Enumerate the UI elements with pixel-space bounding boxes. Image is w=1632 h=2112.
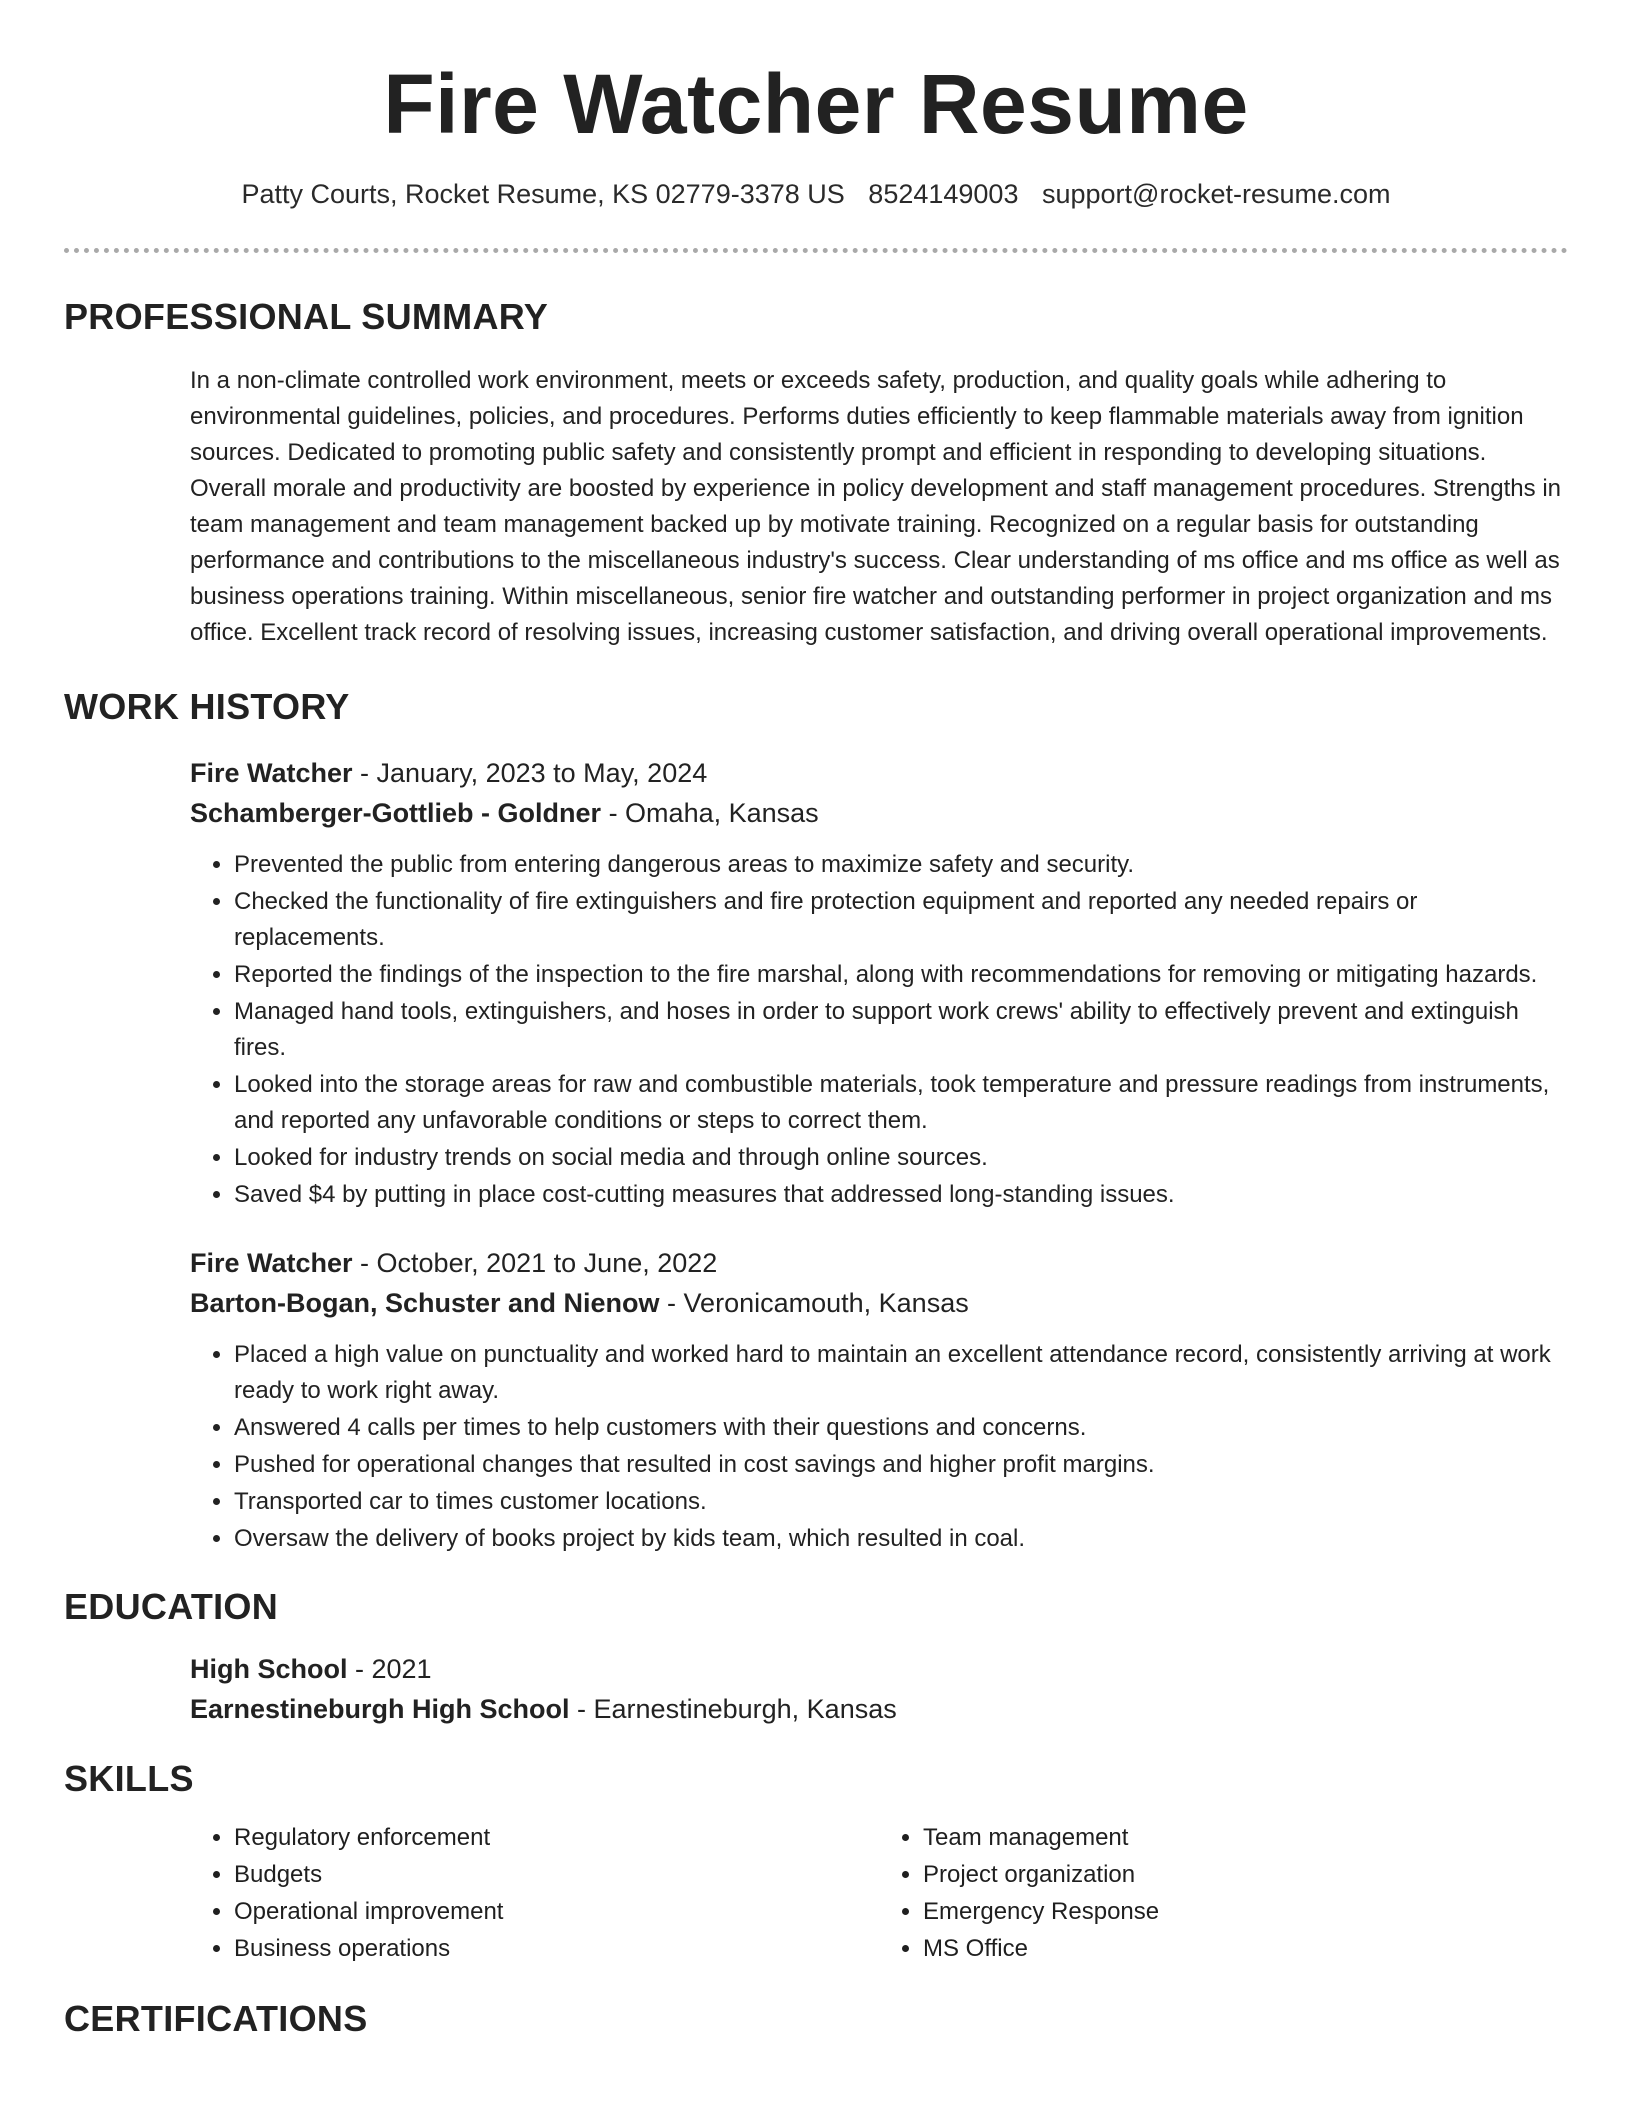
job-title-line — [190, 753, 1568, 793]
section-heading-education: EDUCATION — [64, 1586, 279, 1627]
job-title: Fire Watcher — [190, 758, 353, 788]
education-school-line — [190, 1689, 1568, 1729]
education-degree: High School — [190, 1654, 348, 1684]
list-item: • Team management — [923, 1819, 1568, 1856]
list-item: • Regulatory enforcement — [234, 1819, 879, 1856]
job-dates: - January, 2023 to May, 2024 — [352, 758, 708, 788]
job-bullets — [190, 847, 1568, 1213]
contact-address: Patty Courts, Rocket Resume, KS 02779-3378 US — [241, 179, 845, 209]
section-heading-skills: SKILLS — [64, 1758, 194, 1799]
job-location: - Veronicamouth, Kansas — [659, 1288, 969, 1318]
list-item: • Looked into the storage areas for raw and combustible materials, took temperature and pressure readings from instruments, and reported any unfavorable conditions or steps to correct them. — [234, 1067, 1568, 1139]
job-company-line — [190, 1283, 1568, 1323]
contact-line — [64, 156, 1568, 212]
list-item: • Reported the findings of the inspection to the fire marshal, along with recommendations for removing or mitigating hazards. — [234, 957, 1568, 993]
list-item: • Transported car to times customer locations. — [234, 1484, 1568, 1520]
list-item: • Looked for industry trends on social media and through online sources. — [234, 1140, 1568, 1176]
job-title: Fire Watcher — [190, 1248, 353, 1278]
education-location: - Earnestineburgh, Kansas — [569, 1694, 897, 1724]
job-company-line — [190, 793, 1568, 833]
section-heading-certifications: CERTIFICATIONS — [64, 1998, 368, 2039]
summary-text: In a non-climate controlled work environment, meets or exceeds safety, production, and quality goals while adhering to environmental guidelines, policies, and procedures. Performs duties efficiently to keep flammable materials away from ignition sources. Dedicated to promoting public safety and consistently prompt and efficient in responding to developing situations. Overall morale and productivity are boosted by experience in policy development and staff management procedures. Strengths in team management and team management backed up by motivate training. Recognized on a regular basis for outstanding performance and contributions to the miscellaneous industry's success. Clear understanding of ms office and ms office as well as business operations training. Within miscellaneous, senior fire watcher and outstanding performer in project organization and ms office. Excellent track record of resolving issues, increasing customer satisfaction, and driving overall operational improvements. — [190, 367, 1561, 646]
job-location: - Omaha, Kansas — [601, 798, 819, 828]
skills-column-right — [879, 1819, 1568, 1967]
list-item: • Checked the functionality of fire extinguishers and fire protection equipment and reported any needed repairs or replacements. — [234, 884, 1568, 956]
list-item: • Placed a high value on punctuality and worked hard to maintain an excellent attendance record, consistently arriving at work ready to work right away. — [234, 1337, 1568, 1409]
list-item: • Oversaw the delivery of books project by kids team, which resulted in coal. — [234, 1521, 1568, 1557]
education-entry — [190, 1649, 1568, 1729]
list-item: • Operational improvement — [234, 1893, 879, 1930]
skills-grid — [190, 1819, 1568, 1967]
section-heading-work-history: WORK HISTORY — [64, 686, 350, 727]
list-item: • Budgets — [234, 1856, 879, 1893]
contact-phone: 8524149003 — [868, 179, 1019, 209]
contact-email[interactable]: support@rocket-resume.com — [1041, 179, 1391, 209]
education-degree-line — [190, 1649, 1568, 1689]
list-item: • Managed hand tools, extinguishers, and hoses in order to support work crews' ability to effectively prevent and extinguish fires. — [234, 994, 1568, 1066]
list-item: • MS Office — [923, 1930, 1568, 1967]
job-bullets — [190, 1337, 1568, 1557]
job-title-line — [190, 1243, 1568, 1283]
list-item: • Saved $4 by putting in place cost-cutting measures that addressed long-standing issues. — [234, 1177, 1568, 1213]
list-item: • Prevented the public from entering dangerous areas to maximize safety and security. — [234, 847, 1568, 883]
list-item: • Pushed for operational changes that resulted in cost savings and higher profit margins. — [234, 1447, 1568, 1483]
list-item: • Business operations — [234, 1930, 879, 1967]
skills-column-left — [190, 1819, 879, 1967]
job-company: Schamberger-Gottlieb - Goldner — [190, 798, 602, 828]
list-item: • Answered 4 calls per times to help customers with their questions and concerns. — [234, 1410, 1568, 1446]
list-item: • Emergency Response — [923, 1893, 1568, 1930]
section-heading-summary: PROFESSIONAL SUMMARY — [64, 296, 549, 337]
resume-title: Fire Watcher Resume — [383, 57, 1249, 151]
education-year: - 2021 — [347, 1654, 432, 1684]
job-dates: - October, 2021 to June, 2022 — [352, 1248, 718, 1278]
list-item: • Project organization — [923, 1856, 1568, 1893]
header-divider — [64, 248, 1568, 253]
job-entry — [190, 753, 1568, 1213]
job-entry — [190, 1243, 1568, 1557]
job-company: Barton-Bogan, Schuster and Nienow — [190, 1288, 660, 1318]
education-school: Earnestineburgh High School — [190, 1694, 570, 1724]
